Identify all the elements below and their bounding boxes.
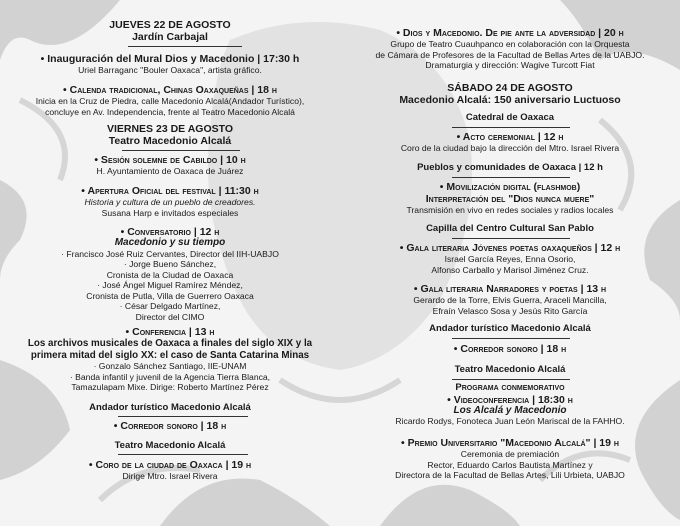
event-corredor-sonoro [0, 420, 340, 432]
event-inauguracion-mural [0, 53, 340, 76]
event-title: • Conferencia | 13 h [125, 326, 215, 338]
day-header-friday [0, 123, 340, 147]
event-title: • Inauguración del Mural Dios y Macedonio | 17:30 h [40, 53, 300, 65]
event-title: • Gala literaria Narradores y poetas | 13 h [413, 283, 607, 295]
event-title: • Conversatorio | 12 h [120, 226, 220, 238]
event-line: Directora de la Facultad de Bellas Artes, Lili Urbieta, UABJO [395, 470, 625, 480]
event-title: • Apertura Oficial del festival | 11:30 h [81, 185, 259, 197]
event-conference-title: primera mitad del siglo XX: el caso de Santa Catarina Minas [30, 349, 310, 361]
event-line: Grupo de Teatro Cuauhpanco en colaboración con la Orquesta [390, 39, 630, 49]
divider [122, 150, 240, 151]
location-capilla: Capilla del Centro Cultural San Pablo [426, 223, 594, 234]
event-line: Uriel Barraganc "Bouler Oaxaca", artista gráfico. [78, 65, 262, 75]
event-acto-ceremonial [340, 131, 680, 154]
event-title: • Acto ceremonial | 12 h [456, 131, 564, 143]
day-place: Macedonio Alcalá: 150 aniversario Luctuoso [399, 94, 621, 106]
event-line: · Francisco José Ruiz Cervantes, Director del IIH-UABJO [61, 248, 279, 259]
divider [452, 238, 570, 239]
event-line: Cronista de Putla, Villa de Guerrero Oaxaca [86, 290, 254, 301]
event-line: H. Ayuntamiento de Oaxaca de Juárez [96, 166, 244, 176]
event-line: de Cámara de Profesores de la Facultad de Bellas Artes de la UABJO. [375, 49, 645, 60]
event-line: Gerardo de la Torre, Elvis Guerra, Araceli Mancilla, [413, 295, 607, 305]
event-calenda [0, 84, 340, 117]
event-line: Cronista de la Ciudad de Oaxaca [106, 269, 234, 280]
event-title: • Corredor sonoro | 18 h [113, 420, 227, 432]
event-title-2: Interpretación del "Dios nunca muere" [425, 193, 595, 205]
location-catedral: Catedral de Oaxaca [465, 112, 555, 123]
event-line: Coro de la ciudad bajo la dirección del Mtro. Israel Rivera [400, 143, 620, 153]
day-date: JUEVES 22 DE AGOSTO [109, 19, 231, 31]
divider [118, 454, 248, 455]
divider [452, 379, 570, 380]
event-sesion-cabildo [0, 154, 340, 177]
event-line: Alfonso Carballo y Marisol Jiménez Cruz. [431, 264, 589, 275]
event-line: Israel García Reyes, Enna Osorio, [444, 254, 576, 264]
event-line: Susana Harp e invitados especiales [101, 207, 239, 218]
event-apertura [0, 185, 340, 218]
day-date: SÁBADO 24 DE AGOSTO [447, 82, 573, 94]
divider [452, 127, 570, 128]
event-title: • Coro de la ciudad de Oaxaca | 19 h [88, 459, 252, 471]
event-conferencia [0, 326, 340, 393]
event-line: Dramaturgia y dirección: Wagive Turcott Fiat [425, 60, 595, 70]
event-line: Efraín Velasco Sosa y Jesús Rito García [432, 305, 588, 316]
event-line: Ceremonia de premiación [460, 449, 560, 459]
event-subtitle: Los Alcalá y Macedonio [453, 404, 567, 416]
event-title: • Premio Universitario "Macedonio Alcalá" | 19 h [401, 437, 619, 449]
event-videoconferencia [340, 383, 680, 427]
event-conversatorio [0, 226, 340, 322]
event-title: • Sesión solemne de Cabildo | 10 h [94, 154, 246, 166]
event-corredor-sonoro [340, 343, 680, 355]
event-line: Dirige Mtro. Israel Rivera [122, 471, 218, 481]
event-line: · Banda infantil y juvenil de la Agencia Tierra Blanca, [69, 371, 271, 382]
event-line: Transmisión en vivo en redes sociales y radios locales [406, 205, 614, 215]
location-pueblos: Pueblos y comunidades de Oaxaca | 12 h [417, 162, 603, 173]
event-line: Historia y cultura de un pueblo de creadores. [84, 197, 256, 207]
location-andador: Andador turístico Macedonio Alcalá [89, 402, 251, 413]
event-title: • Videoconferencia | 18:30 h [447, 393, 573, 406]
event-line: Rector, Eduardo Carlos Bautista Martínez y [427, 459, 593, 470]
event-subtitle: Macedonio y su tiempo [114, 237, 226, 248]
event-line: Tamazulapam Mixe. Dirige: Roberto Martínez Pérez [71, 382, 269, 392]
location-andador: Andador turístico Macedonio Alcalá [429, 323, 591, 334]
event-conference-title: Los archivos musicales de Oaxaca a finales del siglo XIX y la [27, 338, 313, 349]
divider [118, 416, 248, 417]
day-date: VIERNES 23 DE AGOSTO [106, 123, 234, 135]
event-line: Inicia en la Cruz de Piedra, calle Macedonio Alcalá(Andador Turístico), [35, 96, 305, 106]
day-header-saturday [340, 82, 680, 106]
event-line: · José Ángel Miguel Ramírez Méndez, [97, 280, 243, 290]
event-line: concluye en Av. Independencia, frente al Teatro Macedonio Alcalá [45, 106, 295, 117]
location-teatro: Teatro Macedonio Alcalá [114, 440, 226, 451]
event-title: • Calenda tradicional, Chinas Oaxaqueñas | 18 h [63, 84, 277, 96]
event-line: Ricardo Rodys, Fonoteca Juan León Mariscal de la FAHHO. [395, 416, 625, 426]
day-header-thursday [0, 19, 340, 43]
event-title: • Corredor sonoro | 18 h [453, 343, 567, 355]
divider [128, 46, 242, 47]
day-place: Jardín Carbajal [132, 31, 208, 43]
divider [452, 177, 570, 178]
event-line: · Gonzalo Sánchez Santiago, IIE-UNAM [93, 361, 247, 371]
event-line: · Jorge Bueno Sánchez, [123, 259, 217, 269]
program-label: Programa conmemorativo [455, 382, 565, 393]
event-premio-universitario [340, 437, 680, 481]
event-line: · César Delgado Martínez, [119, 301, 221, 311]
event-title: • Gala literaria Jóvenes poetas oaxaqueños | 12 h [399, 242, 621, 254]
event-gala-narradores [340, 283, 680, 316]
event-title: • Movilización digital (flashmob) [439, 181, 581, 193]
event-line: Director del CIMO [135, 311, 205, 322]
event-coro [0, 459, 340, 482]
event-flashmob [340, 181, 680, 216]
event-dios-macedonio [340, 27, 680, 71]
event-title: • Dios y Macedonio. De pie ante la adversidad | 20 h [396, 27, 624, 39]
event-gala-jovenes [340, 242, 680, 275]
divider [452, 338, 570, 339]
day-place: Teatro Macedonio Alcalá [108, 135, 232, 147]
location-teatro: Teatro Macedonio Alcalá [454, 364, 566, 375]
